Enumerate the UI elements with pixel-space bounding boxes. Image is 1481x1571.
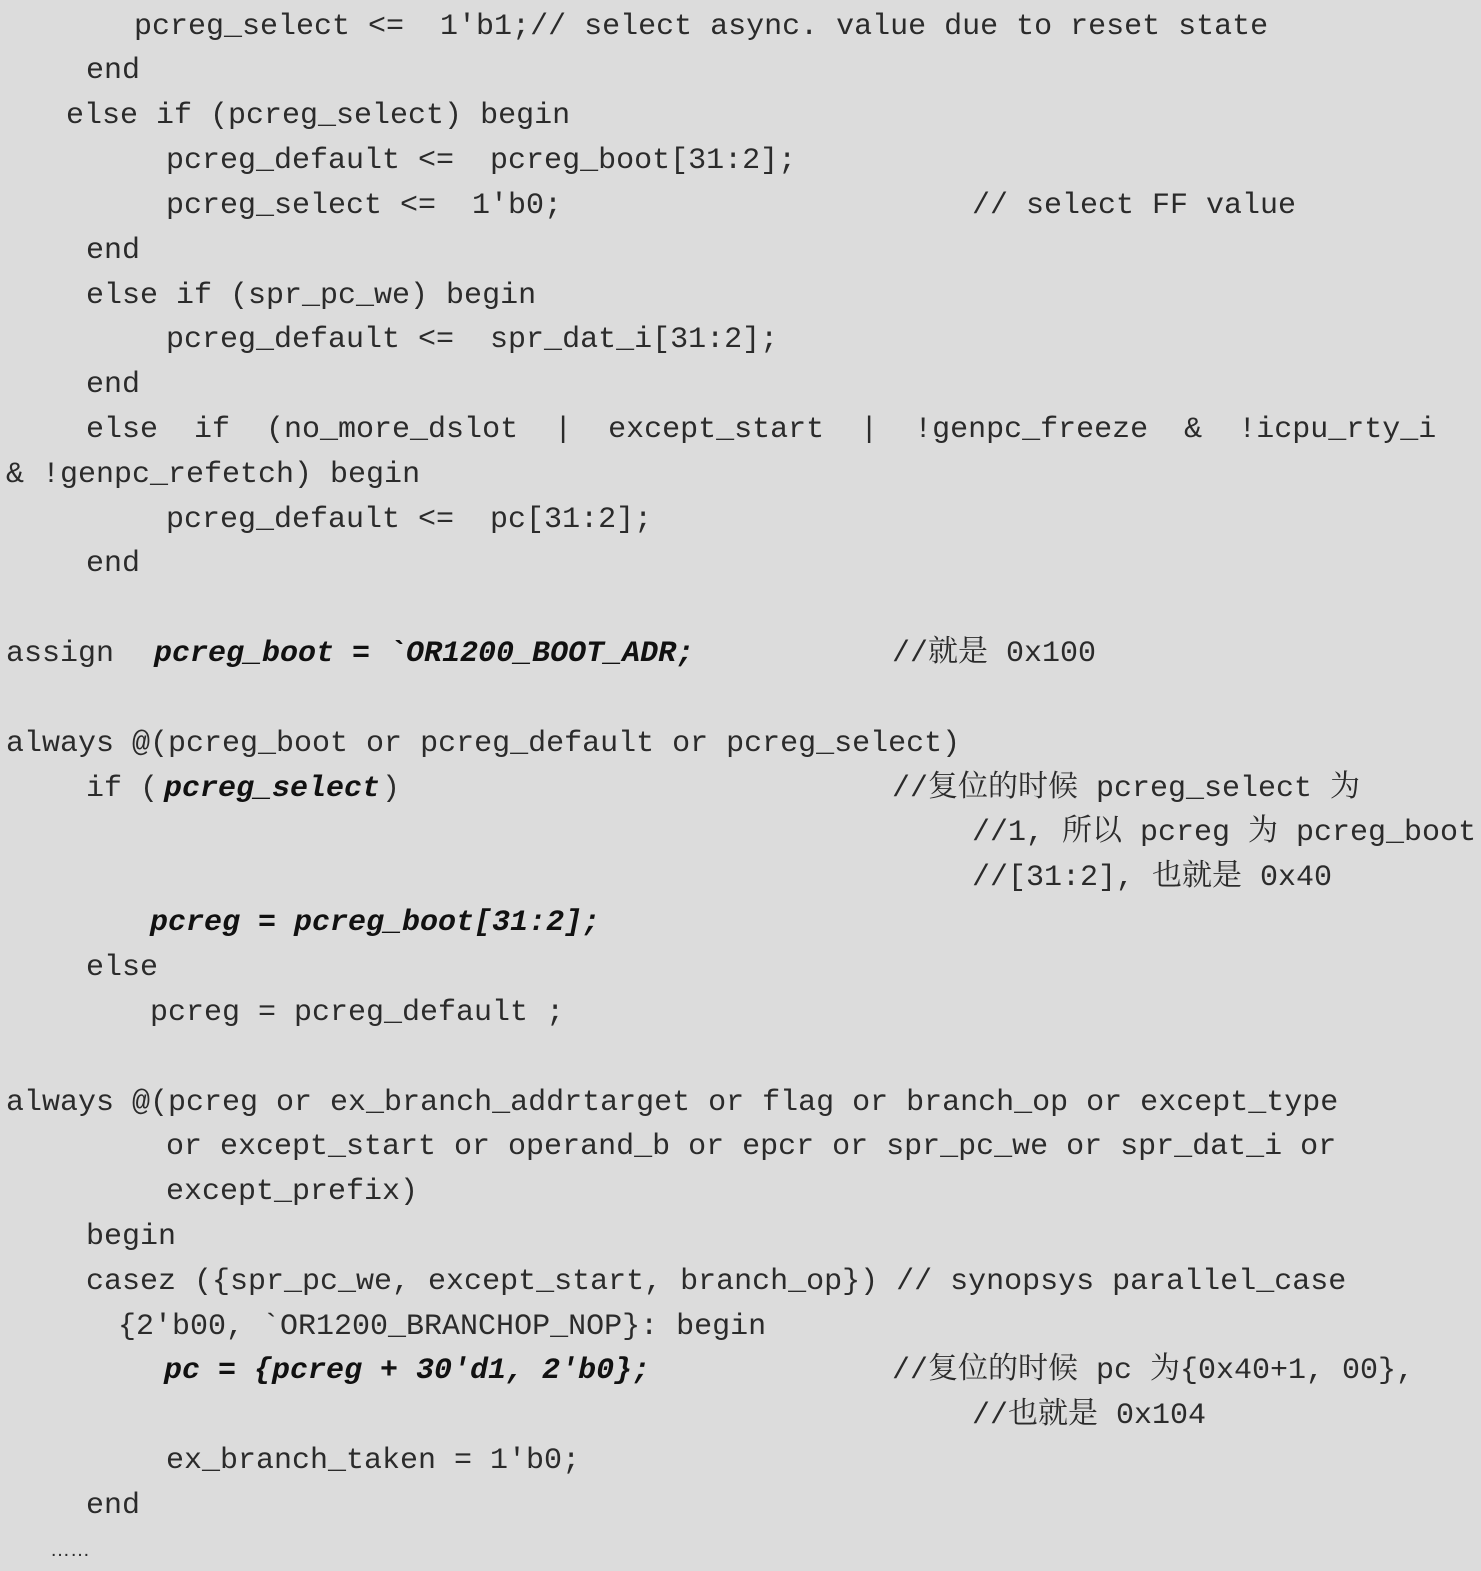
code-line: else if (spr_pc_we) begin: [86, 279, 537, 313]
code-line: end: [86, 1489, 141, 1523]
code-comment: //1, 所以 pcreg 为 pcreg_boot: [972, 816, 1477, 850]
code-comment: //复位的时候 pcreg_select 为: [892, 772, 1361, 806]
ellipsis: ……: [50, 1539, 90, 1561]
code-line: else if (no_more_dslot | except_start | !genpc_freeze & !icpu_rty_i: [86, 413, 1437, 447]
code-line: else: [86, 951, 159, 985]
code-line: except_prefix): [166, 1175, 419, 1209]
code-comment: //[31:2], 也就是 0x40: [972, 861, 1333, 895]
code-line: end: [86, 54, 141, 88]
code-highlight: pcreg_select: [164, 772, 381, 806]
code-keyword: assign: [6, 637, 133, 671]
code-line: {2'b00, `OR1200_BRANCHOP_NOP}: begin: [118, 1310, 767, 1344]
code-line: pcreg = pcreg_default ;: [150, 996, 565, 1030]
code-line: casez ({spr_pc_we, except_start, branch_op}) // synopsys parallel_case: [86, 1265, 1347, 1299]
code-line: pcreg_default <= pcreg_boot[31:2];: [166, 144, 797, 178]
code-highlight: pcreg = pcreg_boot[31:2];: [150, 906, 601, 940]
code-line: pcreg_select <= 1'b0;: [166, 189, 563, 223]
code-line: & !genpc_refetch) begin: [6, 458, 421, 492]
code-line: always @(pcreg_boot or pcreg_default or pcreg_select): [6, 727, 961, 761]
code-line: pcreg_default <= pc[31:2];: [166, 503, 653, 537]
code-keyword: if (: [86, 772, 159, 806]
code-line: pcreg_select <= 1'b1;// select async. value due to reset state: [134, 10, 1269, 44]
code-line: end: [86, 547, 141, 581]
code-line: always @(pcreg or ex_branch_addrtarget or flag or branch_op or except_type: [6, 1086, 1339, 1120]
code-comment: //复位的时候 pc 为{0x40+1, 00},: [892, 1354, 1415, 1388]
code-line: begin: [86, 1220, 177, 1254]
code-line: else if (pcreg_select) begin: [66, 99, 571, 133]
code-line: end: [86, 234, 141, 268]
code-line: pcreg_default <= spr_dat_i[31:2];: [166, 323, 779, 357]
code-comment: // select FF value: [972, 189, 1297, 223]
code-highlight: pcreg_boot = `OR1200_BOOT_ADR;: [154, 637, 695, 671]
code-highlight: pc = {pcreg + 30'd1, 2'b0};: [164, 1354, 651, 1388]
code-line: ex_branch_taken = 1'b0;: [166, 1444, 581, 1478]
code-punctuation: ): [382, 772, 401, 806]
code-comment: //就是 0x100: [892, 637, 1097, 671]
code-line: end: [86, 368, 141, 402]
code-line: or except_start or operand_b or epcr or spr_pc_we or spr_dat_i or: [166, 1130, 1337, 1164]
code-comment: //也就是 0x104: [972, 1399, 1207, 1433]
